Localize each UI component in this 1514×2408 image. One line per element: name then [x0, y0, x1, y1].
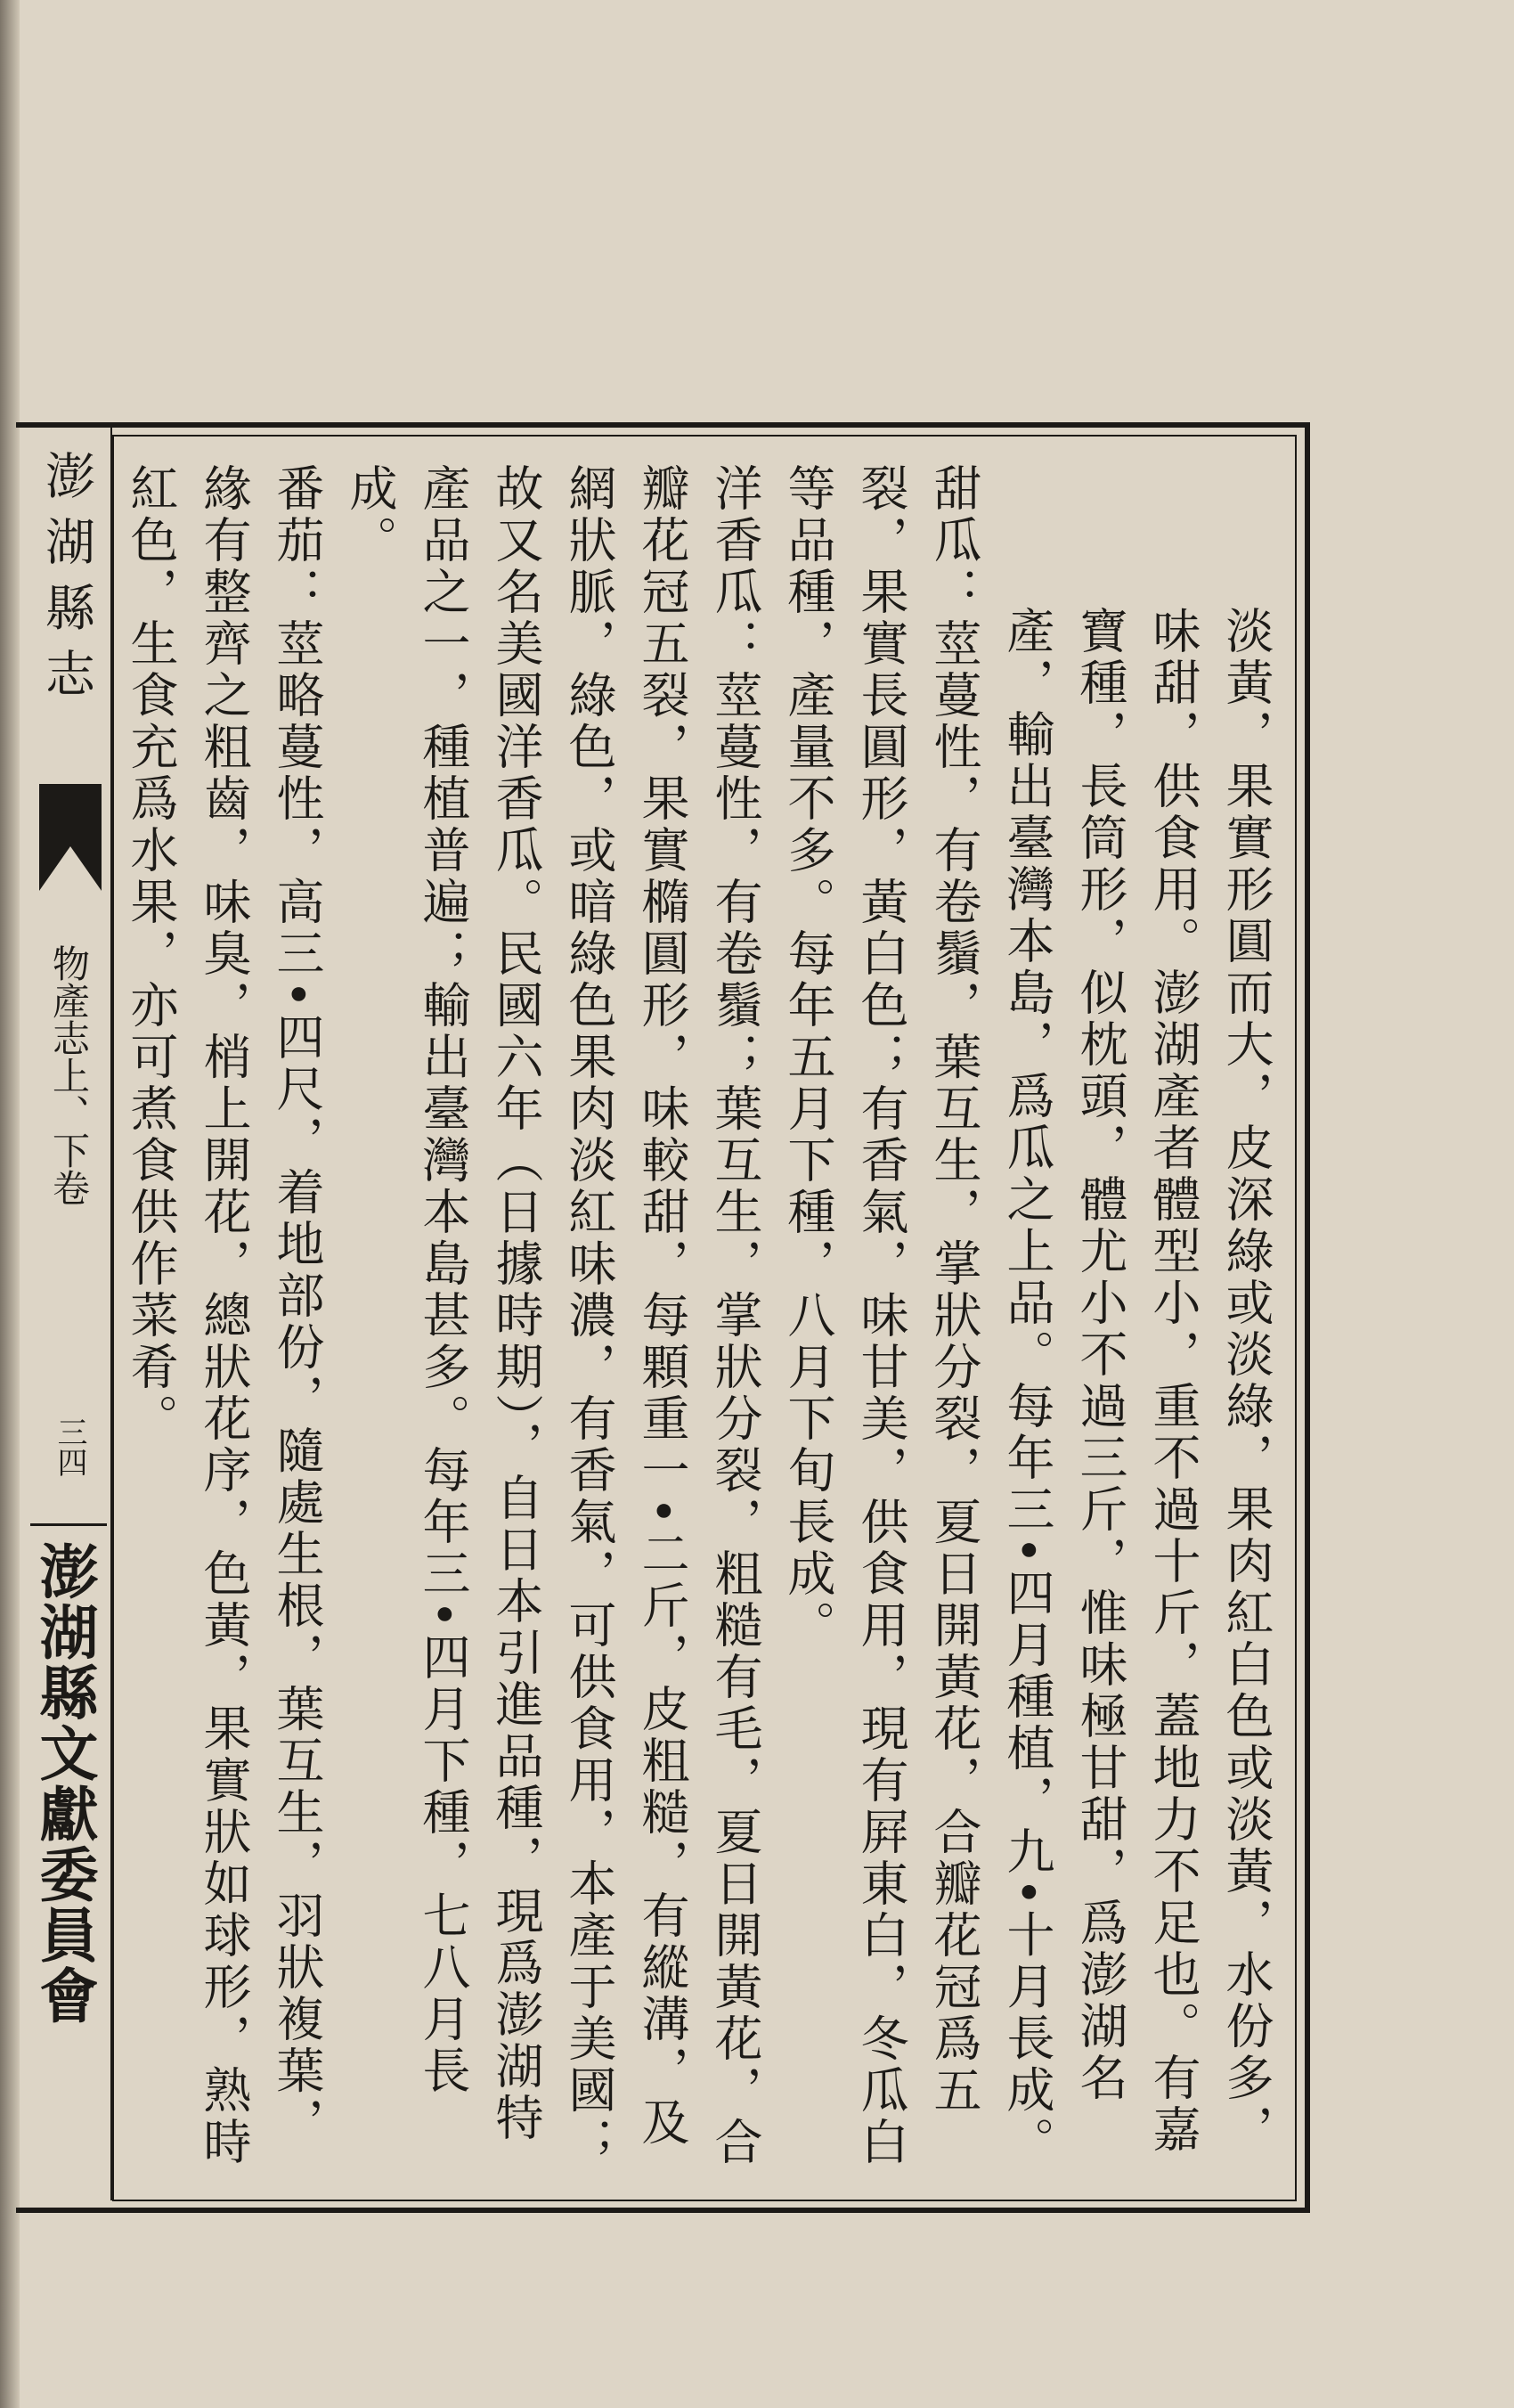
publisher: 澎湖縣文獻委員會 — [29, 1541, 99, 2026]
continuation-paragraph: 淡黃，果實形圓而大，皮深綠或淡綠，果肉紅白色或淡黃，水份多，味甜，供食用。澎湖產者體型小，重不過十斤，蓋地力不足也。有嘉寶種，長筒形，似枕頭，體尤小不過三斤，惟味極甘甜，爲澎湖名產，輸出臺灣本島，爲瓜之上品。每年三•四月種植，九•十月長成。 — [999, 606, 1274, 2168]
entry-sweet-melon — [771, 463, 990, 2174]
book-title: 澎湖縣志 — [37, 450, 95, 714]
body-text — [123, 463, 1282, 2174]
entry-heading: 洋香瓜： — [707, 463, 763, 670]
entry-text: 莖蔓性，有卷鬚，葉互生，掌狀分裂，夏日開黃花，合瓣花冠爲五裂，果實長圓形，黃白色；有香氣，味甘美，供食用，現有屛東白，冬瓜白等品種，產量不多。每年五月下種，八月下旬長成。 — [780, 463, 982, 2168]
entry-heading: 番茄： — [269, 463, 325, 618]
entry-heading: 甜瓜： — [926, 463, 982, 618]
entry-cantaloupe — [333, 463, 771, 2174]
margin-divider — [110, 428, 112, 2200]
page-number: 三四 — [52, 1416, 87, 1477]
entry-tomato — [114, 463, 333, 2174]
margin-rule — [30, 1523, 107, 1526]
section-title: 物產志上、下卷 — [47, 944, 91, 1206]
entry-text: 莖蔓性，有卷鬚；葉互生，掌狀分裂，粗糙有毛，夏日開黃花，合瓣花冠五裂，果實橢圓形，味較甜，每顆重一•二斤，皮粗糙，有縱溝，及網狀脈，綠色，或暗綠色果肉淡紅味濃，有香氣，可供食用，本產于美國；故又名美國洋香瓜。民國六年（日據時期），自日本引進品種，現爲澎湖特產品之一，種植普遍；輸出臺灣本島甚多。每年三•四月下種，七八月長成。 — [342, 463, 763, 2168]
entry-text: 莖略蔓性，高三•四尺，着地部份，隨處生根，葉互生，羽狀複葉，緣有整齊之粗齒，味臭，梢上開花，總狀花序，色黃，果實狀如球形，熟時紅色，生食充爲水果，亦可煮食供作菜肴。 — [123, 463, 325, 2168]
fishtail-mark — [39, 784, 102, 891]
